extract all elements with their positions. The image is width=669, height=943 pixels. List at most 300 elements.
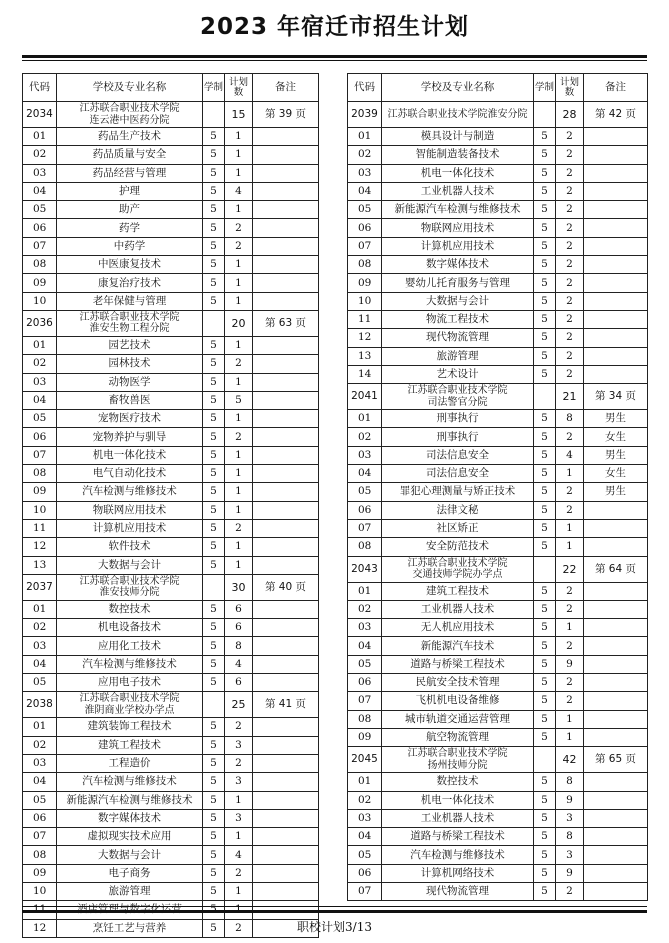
major-name: 民航安全技术管理 xyxy=(382,674,534,692)
major-name: 罪犯心理测量与矫正技术 xyxy=(382,483,534,501)
school-name xyxy=(57,310,203,336)
major-code: 10 xyxy=(23,501,57,519)
major-quota: 2 xyxy=(556,274,584,292)
major-row xyxy=(348,128,648,146)
major-note: 女生 xyxy=(584,465,648,483)
major-name: 机电一体化技术 xyxy=(57,446,203,464)
major-row xyxy=(348,809,648,827)
major-code: 09 xyxy=(23,864,57,882)
major-quota: 1 xyxy=(225,274,253,292)
major-years: 5 xyxy=(534,828,556,846)
major-note xyxy=(253,292,319,310)
major-years: 5 xyxy=(203,128,225,146)
major-row xyxy=(23,201,319,219)
major-note xyxy=(584,146,648,164)
major-row xyxy=(348,465,648,483)
major-years: 5 xyxy=(534,864,556,882)
major-note xyxy=(584,728,648,746)
major-code: 01 xyxy=(23,718,57,736)
major-code: 01 xyxy=(348,128,382,146)
major-note xyxy=(253,373,319,391)
school-name xyxy=(382,102,534,128)
major-note xyxy=(584,365,648,383)
major-years: 5 xyxy=(534,809,556,827)
major-name: 社区矫正 xyxy=(382,519,534,537)
major-name: 法律文秘 xyxy=(382,501,534,519)
major-years: 5 xyxy=(203,274,225,292)
major-row xyxy=(348,201,648,219)
major-years: 5 xyxy=(534,655,556,673)
major-code: 05 xyxy=(23,674,57,692)
school-name-line: 江苏联合职业技术学院 xyxy=(79,311,180,323)
major-row xyxy=(23,846,319,864)
school-name xyxy=(57,574,203,600)
major-note xyxy=(253,864,319,882)
major-years: 5 xyxy=(534,501,556,519)
major-code: 05 xyxy=(348,201,382,219)
major-name: 安全防范技术 xyxy=(382,538,534,556)
major-name: 电子商务 xyxy=(57,864,203,882)
major-name: 建筑装饰工程技术 xyxy=(57,718,203,736)
major-quota: 1 xyxy=(225,556,253,574)
header-years: 学制 xyxy=(534,74,556,102)
school-quota: 42 xyxy=(556,747,584,773)
major-note xyxy=(253,619,319,637)
major-code: 12 xyxy=(23,538,57,556)
school-quota: 20 xyxy=(225,310,253,336)
major-years: 5 xyxy=(534,256,556,274)
major-row xyxy=(23,237,319,255)
major-code: 07 xyxy=(348,692,382,710)
major-code: 07 xyxy=(23,237,57,255)
major-code: 11 xyxy=(348,310,382,328)
major-years: 5 xyxy=(203,791,225,809)
major-name: 助产 xyxy=(57,201,203,219)
major-name: 司法信息安全 xyxy=(382,465,534,483)
major-years: 5 xyxy=(534,365,556,383)
major-row xyxy=(348,365,648,383)
major-years: 5 xyxy=(534,128,556,146)
major-note xyxy=(253,637,319,655)
major-row xyxy=(23,182,319,200)
school-name-line: 江苏联合职业技术学院 xyxy=(79,103,180,114)
major-quota: 2 xyxy=(556,146,584,164)
title-rule-thin xyxy=(22,60,647,61)
major-quota: 9 xyxy=(556,864,584,882)
major-years: 5 xyxy=(203,146,225,164)
major-row xyxy=(23,718,319,736)
major-note xyxy=(584,655,648,673)
school-name xyxy=(57,102,203,128)
major-quota: 1 xyxy=(556,465,584,483)
school-quota: 30 xyxy=(225,574,253,600)
major-name: 工程造价 xyxy=(57,754,203,772)
major-note xyxy=(253,718,319,736)
major-note xyxy=(253,754,319,772)
major-row xyxy=(23,619,319,637)
major-name: 应用化工技术 xyxy=(57,637,203,655)
major-code: 04 xyxy=(23,182,57,200)
school-years xyxy=(203,692,225,718)
major-name: 软件技术 xyxy=(57,538,203,556)
major-quota: 2 xyxy=(556,637,584,655)
major-quota: 6 xyxy=(225,600,253,618)
major-row xyxy=(348,710,648,728)
major-note xyxy=(253,274,319,292)
major-row xyxy=(23,483,319,501)
major-note xyxy=(253,391,319,409)
major-note xyxy=(253,655,319,673)
major-note xyxy=(253,519,319,537)
major-name: 大数据与会计 xyxy=(57,846,203,864)
major-years: 5 xyxy=(203,256,225,274)
major-code: 05 xyxy=(348,483,382,501)
major-quota: 2 xyxy=(225,519,253,537)
major-row xyxy=(348,219,648,237)
major-years: 5 xyxy=(203,219,225,237)
header-quota: 计划数 xyxy=(556,74,584,102)
major-row xyxy=(348,692,648,710)
major-row xyxy=(23,274,319,292)
major-row xyxy=(23,465,319,483)
major-years: 5 xyxy=(534,428,556,446)
major-row xyxy=(23,128,319,146)
major-note: 男生 xyxy=(584,410,648,428)
school-page-ref: 第 40 页 xyxy=(253,574,319,600)
major-code: 10 xyxy=(348,292,382,310)
major-row xyxy=(348,428,648,446)
major-name: 新能源汽车检测与维修技术 xyxy=(57,791,203,809)
major-name: 现代物流管理 xyxy=(382,329,534,347)
major-quota: 2 xyxy=(556,292,584,310)
major-quota: 1 xyxy=(225,201,253,219)
major-code: 13 xyxy=(348,347,382,365)
major-years: 5 xyxy=(203,637,225,655)
major-row xyxy=(23,256,319,274)
header-notes: 备注 xyxy=(584,74,648,102)
major-note xyxy=(584,674,648,692)
major-years: 5 xyxy=(203,864,225,882)
major-code: 01 xyxy=(348,582,382,600)
major-row xyxy=(23,519,319,537)
major-note xyxy=(584,692,648,710)
major-row xyxy=(348,329,648,347)
major-quota: 2 xyxy=(225,237,253,255)
school-code: 2038 xyxy=(23,692,57,718)
major-quota: 8 xyxy=(225,637,253,655)
major-quota: 1 xyxy=(556,619,584,637)
major-name: 机电设备技术 xyxy=(57,619,203,637)
major-years: 5 xyxy=(203,828,225,846)
school-page-ref: 第 39 页 xyxy=(253,102,319,128)
major-name: 大数据与会计 xyxy=(382,292,534,310)
major-row xyxy=(23,164,319,182)
major-code: 04 xyxy=(23,655,57,673)
major-note xyxy=(253,164,319,182)
major-years: 5 xyxy=(534,292,556,310)
major-name: 电气自动化技术 xyxy=(57,465,203,483)
major-quota: 1 xyxy=(225,410,253,428)
major-years: 5 xyxy=(203,292,225,310)
school-name xyxy=(382,384,534,410)
major-name: 药品生产技术 xyxy=(57,128,203,146)
major-row xyxy=(348,501,648,519)
major-name: 机电一体化技术 xyxy=(382,164,534,182)
major-row xyxy=(348,637,648,655)
major-row xyxy=(23,292,319,310)
major-name: 药学 xyxy=(57,219,203,237)
school-name xyxy=(57,692,203,718)
major-code: 02 xyxy=(23,355,57,373)
major-quota: 1 xyxy=(556,728,584,746)
major-years: 5 xyxy=(534,619,556,637)
school-name-line: 江苏联合职业技术学院 xyxy=(407,385,508,397)
major-code: 07 xyxy=(348,237,382,255)
major-code: 03 xyxy=(348,809,382,827)
major-row xyxy=(23,501,319,519)
major-years: 5 xyxy=(534,674,556,692)
major-name: 计算机应用技术 xyxy=(382,237,534,255)
major-row xyxy=(348,292,648,310)
school-code: 2041 xyxy=(348,384,382,410)
major-quota: 1 xyxy=(225,501,253,519)
major-name: 计算机应用技术 xyxy=(57,519,203,537)
major-years: 5 xyxy=(203,465,225,483)
major-years: 5 xyxy=(203,501,225,519)
school-row xyxy=(348,556,648,582)
major-row xyxy=(348,146,648,164)
major-row xyxy=(23,428,319,446)
school-name-line: 淮阴商业学校办学点 xyxy=(84,704,175,716)
school-quota: 22 xyxy=(556,556,584,582)
major-row xyxy=(23,655,319,673)
major-note xyxy=(253,736,319,754)
major-quota: 1 xyxy=(556,538,584,556)
major-row xyxy=(348,483,648,501)
major-row xyxy=(348,655,648,673)
major-row xyxy=(348,446,648,464)
major-years: 5 xyxy=(203,519,225,537)
major-quota: 2 xyxy=(225,428,253,446)
table-header-row xyxy=(23,74,319,102)
major-note xyxy=(253,791,319,809)
major-note xyxy=(584,329,648,347)
major-note xyxy=(584,237,648,255)
major-row xyxy=(348,256,648,274)
major-years: 5 xyxy=(203,736,225,754)
school-quota: 28 xyxy=(556,102,584,128)
major-quota: 3 xyxy=(225,773,253,791)
major-name: 虚拟现实技术应用 xyxy=(57,828,203,846)
major-years: 5 xyxy=(534,728,556,746)
major-row xyxy=(23,773,319,791)
school-name-line: 江苏联合职业技术学院 xyxy=(79,575,180,587)
major-quota: 2 xyxy=(556,310,584,328)
major-quota: 1 xyxy=(225,373,253,391)
major-note xyxy=(584,882,648,900)
major-row xyxy=(348,773,648,791)
school-years xyxy=(203,102,225,128)
major-quota: 2 xyxy=(556,428,584,446)
major-years: 5 xyxy=(203,619,225,637)
major-note xyxy=(584,347,648,365)
major-years: 5 xyxy=(534,237,556,255)
major-quota: 1 xyxy=(225,256,253,274)
major-name: 新能源汽车技术 xyxy=(382,637,534,655)
major-row xyxy=(348,410,648,428)
major-quota: 2 xyxy=(556,674,584,692)
left-enrollment-table xyxy=(22,73,319,938)
major-note xyxy=(584,201,648,219)
major-name: 计算机网络技术 xyxy=(382,864,534,882)
school-years xyxy=(534,384,556,410)
major-quota: 6 xyxy=(225,674,253,692)
major-name: 工业机器人技术 xyxy=(382,809,534,827)
major-row xyxy=(348,864,648,882)
major-name: 园林技术 xyxy=(57,355,203,373)
major-row xyxy=(348,882,648,900)
major-note xyxy=(253,237,319,255)
major-years: 5 xyxy=(203,773,225,791)
major-row xyxy=(348,582,648,600)
major-quota: 8 xyxy=(556,828,584,846)
major-note xyxy=(253,809,319,827)
major-quota: 2 xyxy=(225,919,253,937)
major-years: 5 xyxy=(534,201,556,219)
major-quota: 2 xyxy=(556,365,584,383)
major-quota: 2 xyxy=(556,582,584,600)
major-code: 03 xyxy=(348,164,382,182)
major-years: 5 xyxy=(203,718,225,736)
major-years: 5 xyxy=(203,483,225,501)
major-years: 5 xyxy=(203,538,225,556)
major-note xyxy=(584,809,648,827)
school-name-line: 连云港中医药分院 xyxy=(89,114,170,126)
major-code: 05 xyxy=(23,791,57,809)
school-name-line: 淮安生物工程分院 xyxy=(89,323,170,335)
major-note xyxy=(253,846,319,864)
major-name: 现代物流管理 xyxy=(382,882,534,900)
major-quota: 2 xyxy=(556,347,584,365)
major-code: 10 xyxy=(23,882,57,900)
school-code: 2039 xyxy=(348,102,382,128)
major-code: 02 xyxy=(348,428,382,446)
major-years: 5 xyxy=(534,483,556,501)
major-quota: 8 xyxy=(556,773,584,791)
major-quota: 2 xyxy=(556,600,584,618)
major-years: 5 xyxy=(534,347,556,365)
major-code: 04 xyxy=(348,828,382,846)
major-quota: 1 xyxy=(225,483,253,501)
major-years: 5 xyxy=(534,274,556,292)
major-note xyxy=(584,710,648,728)
major-row xyxy=(23,446,319,464)
major-name: 汽车检测与维修技术 xyxy=(382,846,534,864)
major-quota: 2 xyxy=(225,718,253,736)
major-quota: 1 xyxy=(225,882,253,900)
major-years: 5 xyxy=(203,846,225,864)
school-code: 2037 xyxy=(23,574,57,600)
major-note xyxy=(253,428,319,446)
major-name: 药品质量与安全 xyxy=(57,146,203,164)
header-notes: 备注 xyxy=(253,74,319,102)
school-code: 2036 xyxy=(23,310,57,336)
major-note xyxy=(253,828,319,846)
major-years: 5 xyxy=(534,182,556,200)
major-note: 男生 xyxy=(584,446,648,464)
major-quota: 2 xyxy=(556,882,584,900)
major-code: 07 xyxy=(23,446,57,464)
major-years: 5 xyxy=(203,655,225,673)
major-note xyxy=(253,256,319,274)
header-years: 学制 xyxy=(203,74,225,102)
major-row xyxy=(23,146,319,164)
major-years: 5 xyxy=(534,692,556,710)
major-row xyxy=(348,828,648,846)
major-name: 建筑工程技术 xyxy=(382,582,534,600)
major-name: 道路与桥梁工程技术 xyxy=(382,655,534,673)
major-years: 5 xyxy=(534,410,556,428)
major-note xyxy=(253,446,319,464)
school-name-line: 江苏联合职业技术学院 xyxy=(407,748,508,760)
major-quota: 4 xyxy=(556,446,584,464)
major-code: 08 xyxy=(348,538,382,556)
major-name: 旅游管理 xyxy=(382,347,534,365)
major-code: 02 xyxy=(23,146,57,164)
major-quota: 2 xyxy=(225,355,253,373)
major-quota: 1 xyxy=(225,791,253,809)
major-row xyxy=(348,182,648,200)
school-row xyxy=(348,747,648,773)
major-quota: 8 xyxy=(556,410,584,428)
major-note: 女生 xyxy=(584,428,648,446)
major-name: 物联网应用技术 xyxy=(57,501,203,519)
major-row xyxy=(348,791,648,809)
school-years xyxy=(203,574,225,600)
major-code: 02 xyxy=(23,619,57,637)
major-quota: 2 xyxy=(556,256,584,274)
major-code: 06 xyxy=(348,674,382,692)
major-row xyxy=(23,410,319,428)
major-years: 5 xyxy=(203,754,225,772)
major-code: 03 xyxy=(23,754,57,772)
major-note xyxy=(584,128,648,146)
major-row xyxy=(348,274,648,292)
major-quota: 2 xyxy=(225,864,253,882)
major-row xyxy=(23,674,319,692)
school-row xyxy=(23,102,319,128)
school-name-line: 江苏联合职业技术学院 xyxy=(79,693,180,705)
major-name: 数控技术 xyxy=(382,773,534,791)
major-code: 06 xyxy=(348,864,382,882)
major-code: 03 xyxy=(23,164,57,182)
major-name: 城市轨道交通运营管理 xyxy=(382,710,534,728)
major-quota: 1 xyxy=(225,128,253,146)
major-years: 5 xyxy=(534,882,556,900)
header-quota: 计划数 xyxy=(225,74,253,102)
major-years: 5 xyxy=(203,373,225,391)
school-name-line: 扬州技师分院 xyxy=(427,759,488,771)
page-footer: 职校计划3/13 xyxy=(297,920,372,934)
major-code: 02 xyxy=(348,600,382,618)
major-note xyxy=(584,256,648,274)
school-name-line: 淮安技师分院 xyxy=(99,587,160,599)
major-note xyxy=(584,791,648,809)
major-years: 5 xyxy=(203,428,225,446)
major-code: 08 xyxy=(23,846,57,864)
major-row xyxy=(23,736,319,754)
major-quota: 4 xyxy=(225,655,253,673)
